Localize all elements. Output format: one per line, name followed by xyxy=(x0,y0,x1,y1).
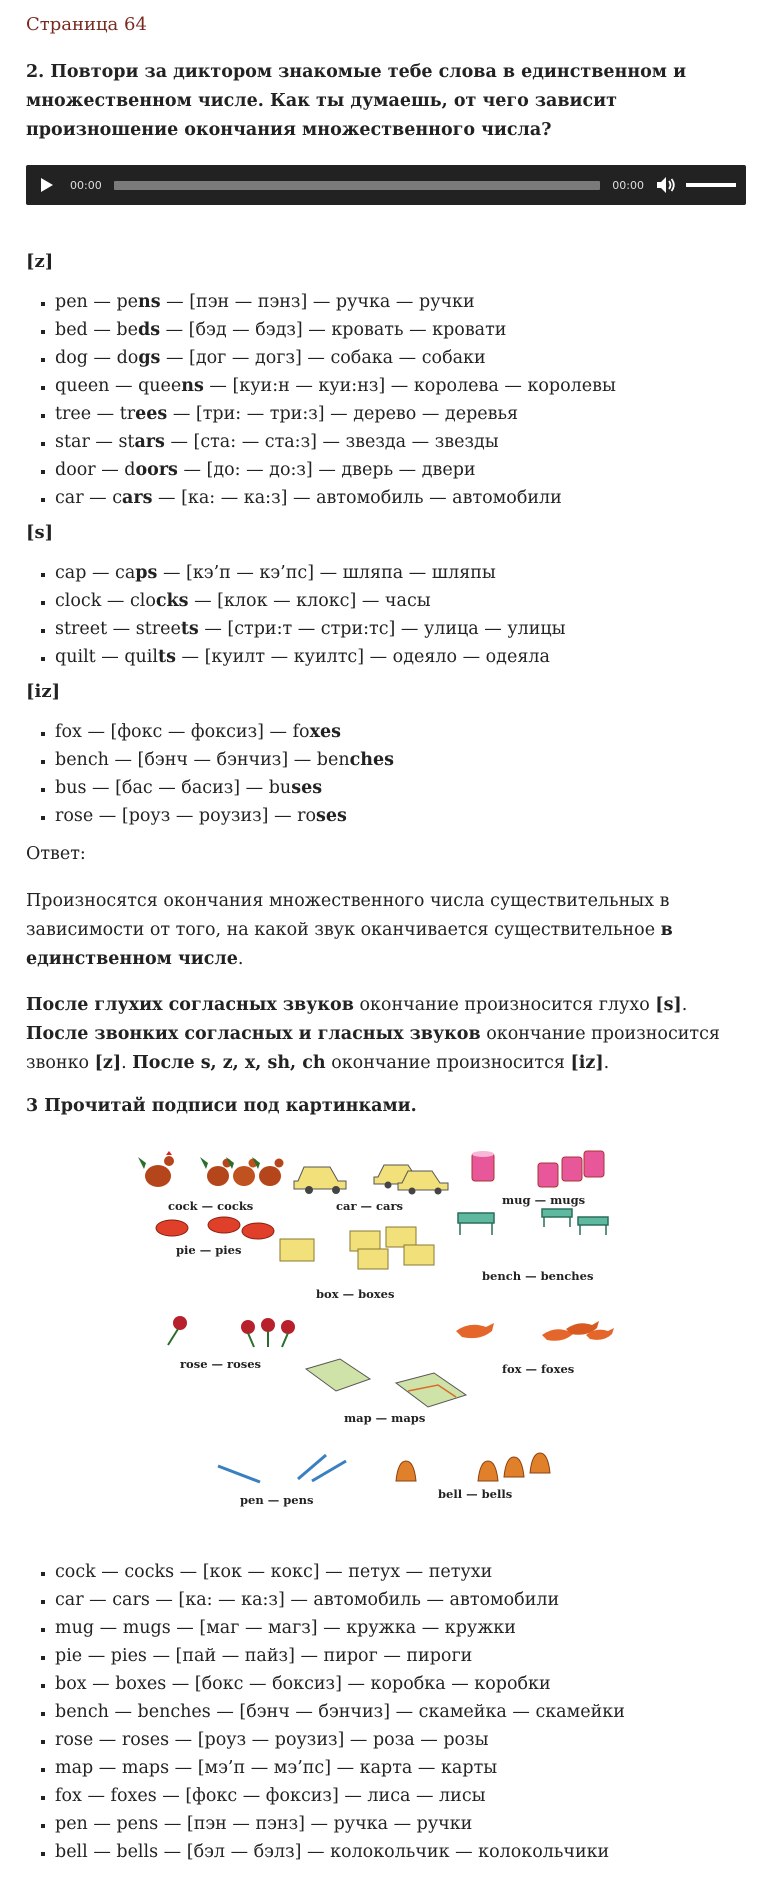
cock-picture xyxy=(138,1151,284,1187)
item-text: — [кэ’п — кэ’пс] — шляпа — шляпы xyxy=(157,563,496,583)
plural-ending: ds xyxy=(137,320,161,340)
word-list xyxy=(26,718,746,830)
list-item xyxy=(55,615,746,643)
volume-icon[interactable] xyxy=(656,174,678,196)
fox-picture xyxy=(456,1321,614,1341)
item-text: bench — [бэнч — бэнчиз] — ben xyxy=(55,750,350,770)
list-item xyxy=(55,802,746,830)
caption-pen: pen — pens xyxy=(240,1493,314,1507)
mug-picture xyxy=(472,1151,604,1187)
item-text: bus — [бас — басиз] — bu xyxy=(55,778,292,798)
emphasis-text: [z] xyxy=(94,1053,122,1073)
item-text: — [дог — догз] — собака — собаки xyxy=(160,348,486,368)
word-list xyxy=(26,559,746,671)
list-item xyxy=(55,400,746,428)
plural-ending: ns xyxy=(138,292,161,312)
item-text: quilt — quil xyxy=(55,647,158,667)
item-text: — [до: — до:з] — дверь — двери xyxy=(177,460,476,480)
caption-bell: bell — bells xyxy=(438,1487,513,1501)
plural-ending: ees xyxy=(135,404,168,424)
task-3-title: 3 Прочитай подписи под картинками. xyxy=(26,1096,417,1116)
list-item xyxy=(55,288,746,316)
emphasis-text: После глухих согласных звуков xyxy=(26,995,354,1015)
list-item xyxy=(55,484,746,512)
caption-cock: cock — cocks xyxy=(168,1199,254,1213)
emphasis-text: После s, z, x, sh, ch xyxy=(132,1053,326,1073)
bell-picture xyxy=(396,1453,550,1481)
page-content xyxy=(26,0,746,1866)
plural-ending: ts xyxy=(158,647,176,667)
item-text: — [клок — клокс] — часы xyxy=(188,591,431,611)
caption-mug: mug — mugs xyxy=(502,1193,586,1207)
list-item: ▪ rose — roses — [роуз — роузиз] — роза — розы xyxy=(55,1726,746,1754)
paragraph-text: Произносятся окончания множественного числа существительных в зависимости от того, на какой звук оканчивается существительное xyxy=(26,891,670,940)
plural-ending: ars xyxy=(134,432,165,452)
plural-ending: xes xyxy=(309,722,342,742)
emphasis-text: в единственном числе xyxy=(26,920,673,969)
item-text: — [ста: — ста:з] — звезда — звезды xyxy=(164,432,499,452)
list-item: ▪ car — cars — [ка: — ка:з] — автомобиль — автомобили xyxy=(55,1586,746,1614)
pie-picture xyxy=(156,1217,274,1239)
item-text: bed — be xyxy=(55,320,138,340)
plural-ending: cks xyxy=(155,591,189,611)
item-text: street — stree xyxy=(55,619,181,639)
list-item xyxy=(55,316,746,344)
list-item: ▪ pen — pens — [пэн — пэнз] — ручка — ручки xyxy=(55,1810,746,1838)
rose-picture xyxy=(168,1316,295,1347)
car-picture xyxy=(294,1165,448,1195)
item-text: tree — tr xyxy=(55,404,136,424)
item-text: — [куилт — куилтс] — одеяло — одеяла xyxy=(175,647,550,667)
plural-ending: ars xyxy=(122,488,153,508)
item-text: — [пэн — пэнз] — ручка — ручки xyxy=(160,292,475,312)
list-item xyxy=(55,587,746,615)
duration-time: 00:00 xyxy=(612,178,644,192)
list-item xyxy=(55,559,746,587)
word-sections xyxy=(26,251,746,830)
plural-ending: ches xyxy=(349,750,394,770)
item-text: queen — quee xyxy=(55,376,182,396)
list-item: ▪ fox — foxes — [фокс — фоксиз] — лиса — лисы xyxy=(55,1782,746,1810)
item-text: cap — ca xyxy=(55,563,136,583)
list-item xyxy=(55,718,746,746)
section-heading: [iz] xyxy=(26,681,61,702)
list-item xyxy=(55,428,746,456)
plural-ending: ts xyxy=(180,619,199,639)
list-item xyxy=(55,746,746,774)
item-text: — [стри:т — стри:тс] — улица — улицы xyxy=(198,619,566,639)
list-item: ▪ box — boxes — [бокс — боксиз] — коробка — коробки xyxy=(55,1670,746,1698)
list-item xyxy=(55,774,746,802)
caption-bench: bench — benches xyxy=(482,1269,594,1283)
answer-label: Ответ: xyxy=(26,844,86,864)
list-item: ▪ bell — bells — [бэл — бэлз] — колокольчик — колокольчики xyxy=(55,1838,746,1866)
pen-picture xyxy=(218,1455,346,1482)
paragraph-text: окончание произносится звонко xyxy=(26,1024,720,1073)
current-time: 00:00 xyxy=(70,178,102,192)
paragraph-text: . xyxy=(121,1053,133,1073)
item-text: door — d xyxy=(55,460,136,480)
item-text: fox — [фокс — фоксиз] — fo xyxy=(55,722,310,742)
plural-ending: ps xyxy=(135,563,158,583)
box-picture xyxy=(280,1227,434,1269)
map-picture xyxy=(306,1359,466,1407)
volume-slider[interactable] xyxy=(686,183,736,187)
plural-ending: gs xyxy=(138,348,161,368)
item-text: — [куи:н — куи:нз] — королева — королевы xyxy=(203,376,616,396)
caption-car: car — cars xyxy=(336,1199,404,1213)
item-text: rose — [роуз — роузиз] — ro xyxy=(55,806,317,826)
word-list xyxy=(26,288,746,512)
list-item xyxy=(55,456,746,484)
list-item xyxy=(55,344,746,372)
task-3-list xyxy=(26,1558,746,1866)
picture-illustration xyxy=(26,1121,746,1546)
play-icon[interactable] xyxy=(36,174,58,196)
emphasis-text: [iz] xyxy=(570,1053,604,1073)
item-text: pen — pe xyxy=(55,292,139,312)
item-text: car — c xyxy=(55,488,123,508)
paragraph-text: . xyxy=(237,949,244,969)
section-heading: [z] xyxy=(26,251,54,272)
paragraph-text: . xyxy=(603,1053,610,1073)
list-item xyxy=(55,372,746,400)
progress-bar[interactable] xyxy=(114,181,601,190)
item-text: — [три: — три:з] — дерево — деревья xyxy=(167,404,519,424)
item-text: — [бэд — бэдз] — кровать — кровати xyxy=(160,320,507,340)
item-text: — [ка: — ка:з] — автомобиль — автомобили xyxy=(152,488,562,508)
caption-pie: pie — pies xyxy=(176,1243,242,1257)
plural-ending: oors xyxy=(135,460,178,480)
section-heading: [s] xyxy=(26,522,54,543)
item-text: clock — clo xyxy=(55,591,156,611)
plural-ending: ses xyxy=(291,778,323,798)
caption-box: box — boxes xyxy=(316,1287,395,1301)
list-item: ▪ map — maps — [мэ’п — мэ’пс] — карта — карты xyxy=(55,1754,746,1782)
paragraph-text: окончание произносится xyxy=(325,1053,571,1073)
paragraph-text: окончание произносится глухо xyxy=(353,995,656,1015)
emphasis-text: После звонких согласных и гласных звуков xyxy=(26,1024,481,1044)
list-item: ▪ mug — mugs — [маг — магз] — кружка — кружки xyxy=(55,1614,746,1642)
audio-player[interactable] xyxy=(26,165,746,205)
answer-paragraph-2 xyxy=(26,991,746,1078)
caption-rose: rose — roses xyxy=(180,1357,262,1371)
caption-fox: fox — foxes xyxy=(502,1362,575,1376)
caption-map: map — maps xyxy=(344,1411,426,1425)
plural-ending: ses xyxy=(316,806,347,826)
list-item xyxy=(55,643,746,671)
paragraph-text: . xyxy=(681,995,688,1015)
item-text: star — st xyxy=(55,432,135,452)
list-item: ▪ pie — pies — [пай — пайз] — пирог — пироги xyxy=(55,1642,746,1670)
page-header: Страница 64 xyxy=(26,14,147,35)
emphasis-text: [s] xyxy=(655,995,682,1015)
list-item: ▪ bench — benches — [бэнч — бэнчиз] — скамейка — скамейки xyxy=(55,1698,746,1726)
answer-paragraph-1 xyxy=(26,887,746,974)
list-item: ▪ cock — cocks — [кок — кокс] — петух — петухи xyxy=(55,1558,746,1586)
plural-ending: ns xyxy=(181,376,204,396)
item-text: dog — do xyxy=(55,348,139,368)
task-2-title: 2. Повтори за диктором знакомые тебе слова в единственном и множественном числе. Как ты думаешь, от чего зависит произношение окончания множественного числа? xyxy=(26,62,687,140)
bench-picture xyxy=(458,1209,608,1235)
